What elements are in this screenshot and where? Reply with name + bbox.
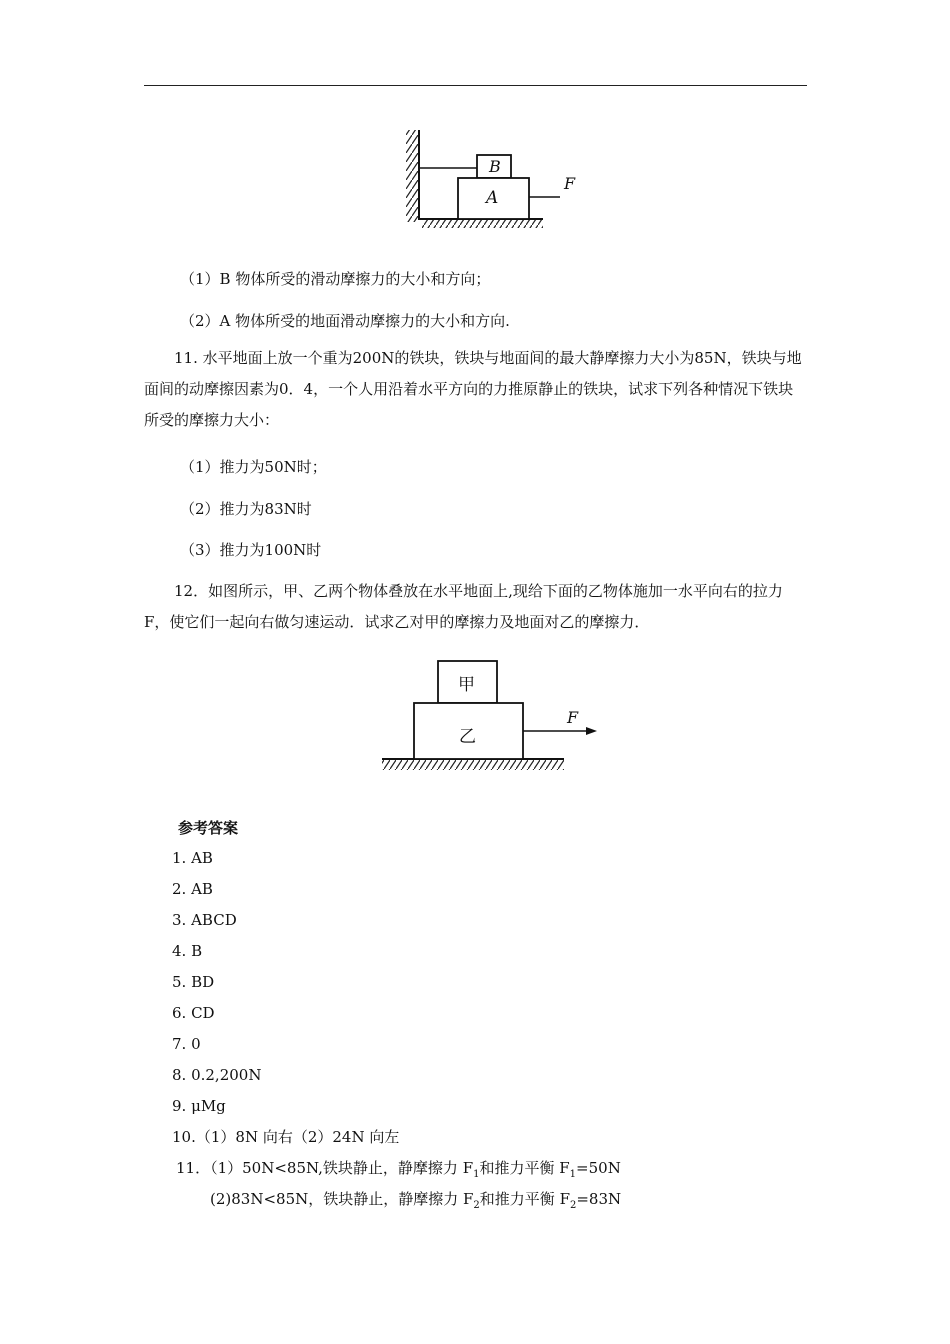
label-f2: F xyxy=(567,708,579,727)
answer-11-line-1-post: =50N xyxy=(576,1159,621,1177)
label-yi: 乙 xyxy=(459,727,476,747)
q12-text: 12．如图所示，甲、乙两个物体叠放在水平地面上,现给下面的乙物体施加一水平向右的拉力F，使它们一起向右做匀速运动．试求乙对甲的摩擦力及地面对乙的摩擦力． xyxy=(144,582,783,631)
header-rule xyxy=(144,85,807,86)
q10-part-2: （2）A 物体所受的地面滑动摩擦力的大小和方向. xyxy=(180,312,510,330)
answers-title: 参考答案 xyxy=(178,819,239,837)
label-b: B xyxy=(489,157,501,176)
answer-4: 4. B xyxy=(172,942,203,960)
answer-9: 9. μMg xyxy=(172,1097,226,1115)
q11-part-2: （2）推力为83N时 xyxy=(180,500,312,518)
answer-11-line-1-sub-b: 1 xyxy=(569,1169,577,1180)
answer-11-line-2-mid: 和推力平衡 F xyxy=(479,1190,570,1208)
answer-2: 2. AB xyxy=(172,880,213,898)
label-f: F xyxy=(564,174,576,193)
q11-part-1: （1）推力为50N时； xyxy=(180,458,327,476)
label-jia: 甲 xyxy=(458,675,475,695)
answer-5: 5. BD xyxy=(172,973,215,991)
answer-11-line-1-mid: 和推力平衡 F xyxy=(479,1159,570,1177)
answer-11-line-2-sub-a: 2 xyxy=(473,1200,480,1211)
answer-3: 3. ABCD xyxy=(172,911,237,929)
answer-1: 1. AB xyxy=(172,849,213,867)
figure-blocks-ab xyxy=(400,126,576,236)
answer-11-line-2-sub-b: 2 xyxy=(569,1200,577,1211)
label-a: A xyxy=(486,188,499,208)
answer-10: 10.（1）8N 向右（2）24N 向左 xyxy=(172,1128,400,1146)
q11-text: 11. 水平地面上放一个重为200N的铁块，铁块与地面间的最大静摩擦力大小为85N，铁块与地面间的动摩擦因素为0．4，一个人用沿着水平方向的力推原静止的铁块，试求下列各种情况下铁块所受的摩擦力大小： xyxy=(144,349,802,429)
answer-11-line-1-sub-a: 1 xyxy=(473,1169,480,1180)
answer-11-line-2 xyxy=(210,1189,621,1209)
answer-11-line-1-pre: 11．（1）50N<85N,铁块静止，静摩擦力 F xyxy=(176,1159,474,1177)
q11-part-3: （3）推力为100N时 xyxy=(180,541,322,559)
figure-blocks-jia-yi xyxy=(378,652,608,777)
q10-part-1: （1）B 物体所受的滑动摩擦力的大小和方向； xyxy=(180,270,491,288)
answer-11-line-2-post: =83N xyxy=(576,1190,622,1208)
answer-6: 6. CD xyxy=(172,1004,215,1022)
answer-7: 7. 0 xyxy=(172,1035,201,1053)
answer-8: 8. 0.2,200N xyxy=(172,1066,262,1084)
answer-11-line-1 xyxy=(176,1158,621,1178)
answer-11-line-2-pre: (2)83N<85N，铁块静止，静摩擦力 F xyxy=(210,1190,474,1208)
